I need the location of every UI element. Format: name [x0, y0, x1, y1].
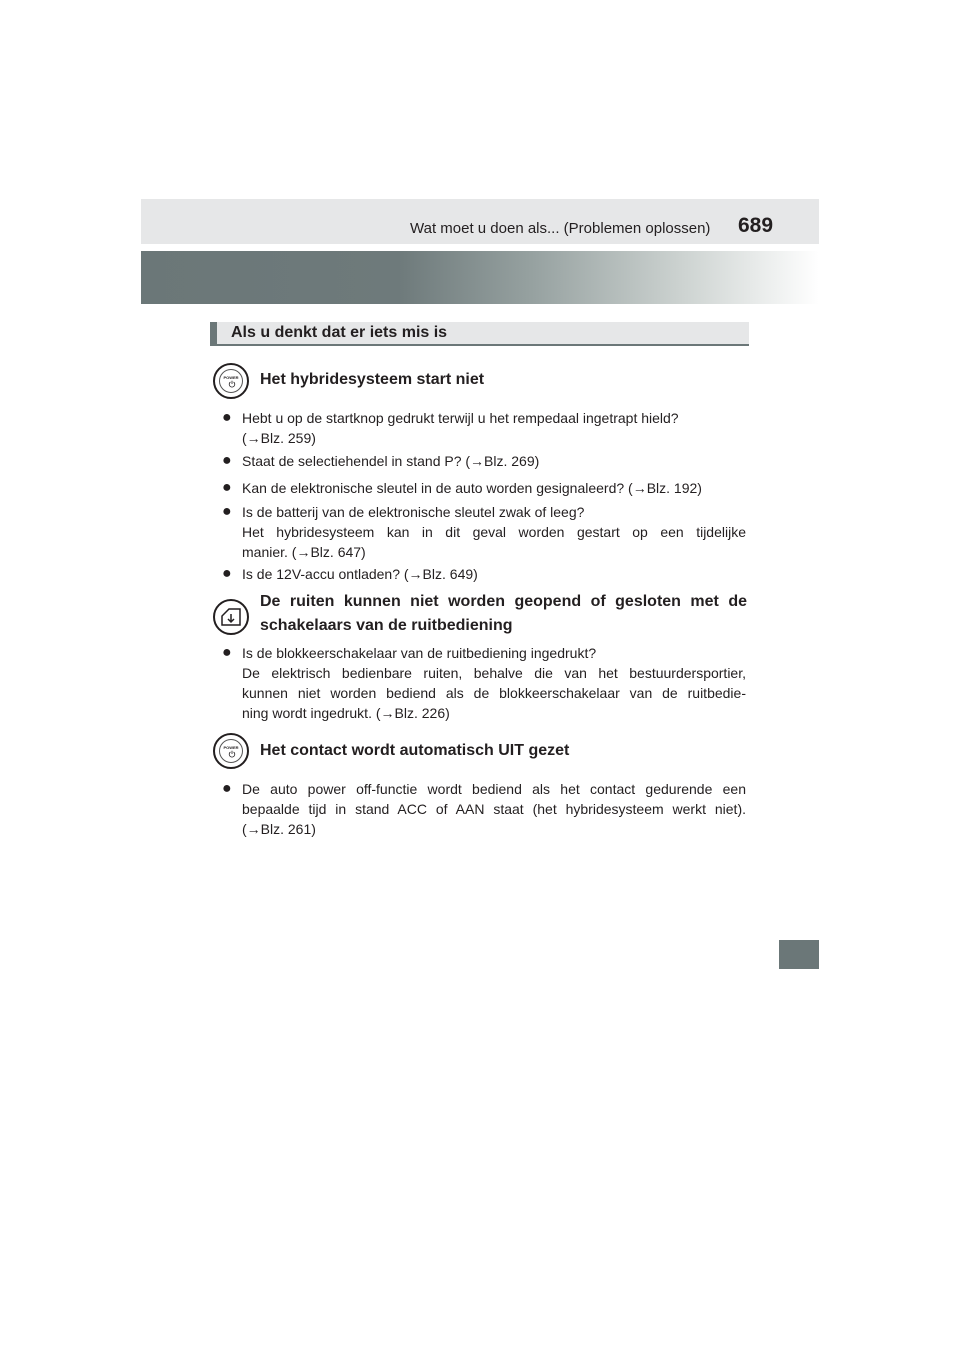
subheading-hybrid-not-starting: Het hybridesysteem start niet	[260, 371, 485, 388]
list-item: Staat de selectiehendel in stand P? (→Blz. 269)	[242, 453, 540, 469]
subheading-auto-power-off: Het contact wordt automatisch UIT gezet	[260, 742, 570, 759]
list-item: Is de 12V-accu ontladen? (→Blz. 649)	[242, 566, 478, 582]
subheading-windows: De ruiten kunnen niet worden geopend of gesloten met de schakelaars van de ruitbediening	[260, 593, 747, 634]
section-header	[210, 322, 749, 346]
power-switch-icon	[213, 363, 249, 399]
power-symbol-icon	[228, 380, 236, 388]
power-symbol-icon	[228, 750, 236, 758]
power-label: POWER	[223, 745, 239, 750]
bullet: ●	[222, 409, 232, 426]
chapter-band	[141, 251, 819, 304]
bullet: ●	[222, 503, 232, 520]
list-item: Is de batterij van de elektronische sleutel zwak of leeg? Het hybridesysteem kan in dit geval worden gestart op een tijdelijke manier. (→Blz. 647)	[242, 504, 746, 560]
bullet: ●	[222, 565, 232, 582]
running-header-title: Wat moet u doen als... (Problemen oplossen)	[410, 220, 711, 237]
bullet: ●	[222, 452, 232, 469]
chapter-side-tab	[779, 940, 819, 969]
list-item: Hebt u op de startknop gedrukt terwijl u het rempedaal ingetrapt hield? (→Blz. 259)	[242, 410, 679, 446]
page-number: 689	[738, 214, 774, 237]
power-window-icon	[213, 599, 249, 635]
list-item: Kan de elektronische sleutel in de auto worden gesignaleerd? (→Blz. 192)	[242, 480, 702, 496]
section-title: Als u denkt dat er iets mis is	[231, 324, 448, 341]
bullet: ●	[222, 780, 232, 797]
bullet: ●	[222, 479, 232, 496]
list-item: Is de blokkeerschakelaar van de ruitbediening ingedrukt? De elektrisch bedienbare ruiten, behalve die van het bestuurdersportier, kunnen niet worden bediend als de blokkeerschakelaar van de ruitbedie- ning wordt ingedrukt. (→Blz. 226)	[242, 645, 746, 721]
power-switch-icon	[213, 733, 249, 769]
window-switch-icon	[219, 605, 243, 629]
power-label: POWER	[223, 375, 239, 380]
list-item: De auto power off-functie wordt bediend als het contact gedurende een bepaalde tijd in stand ACC of AAN staat (het hybridesysteem werkt niet). (→Blz. 261)	[242, 781, 746, 837]
bullet: ●	[222, 644, 232, 661]
